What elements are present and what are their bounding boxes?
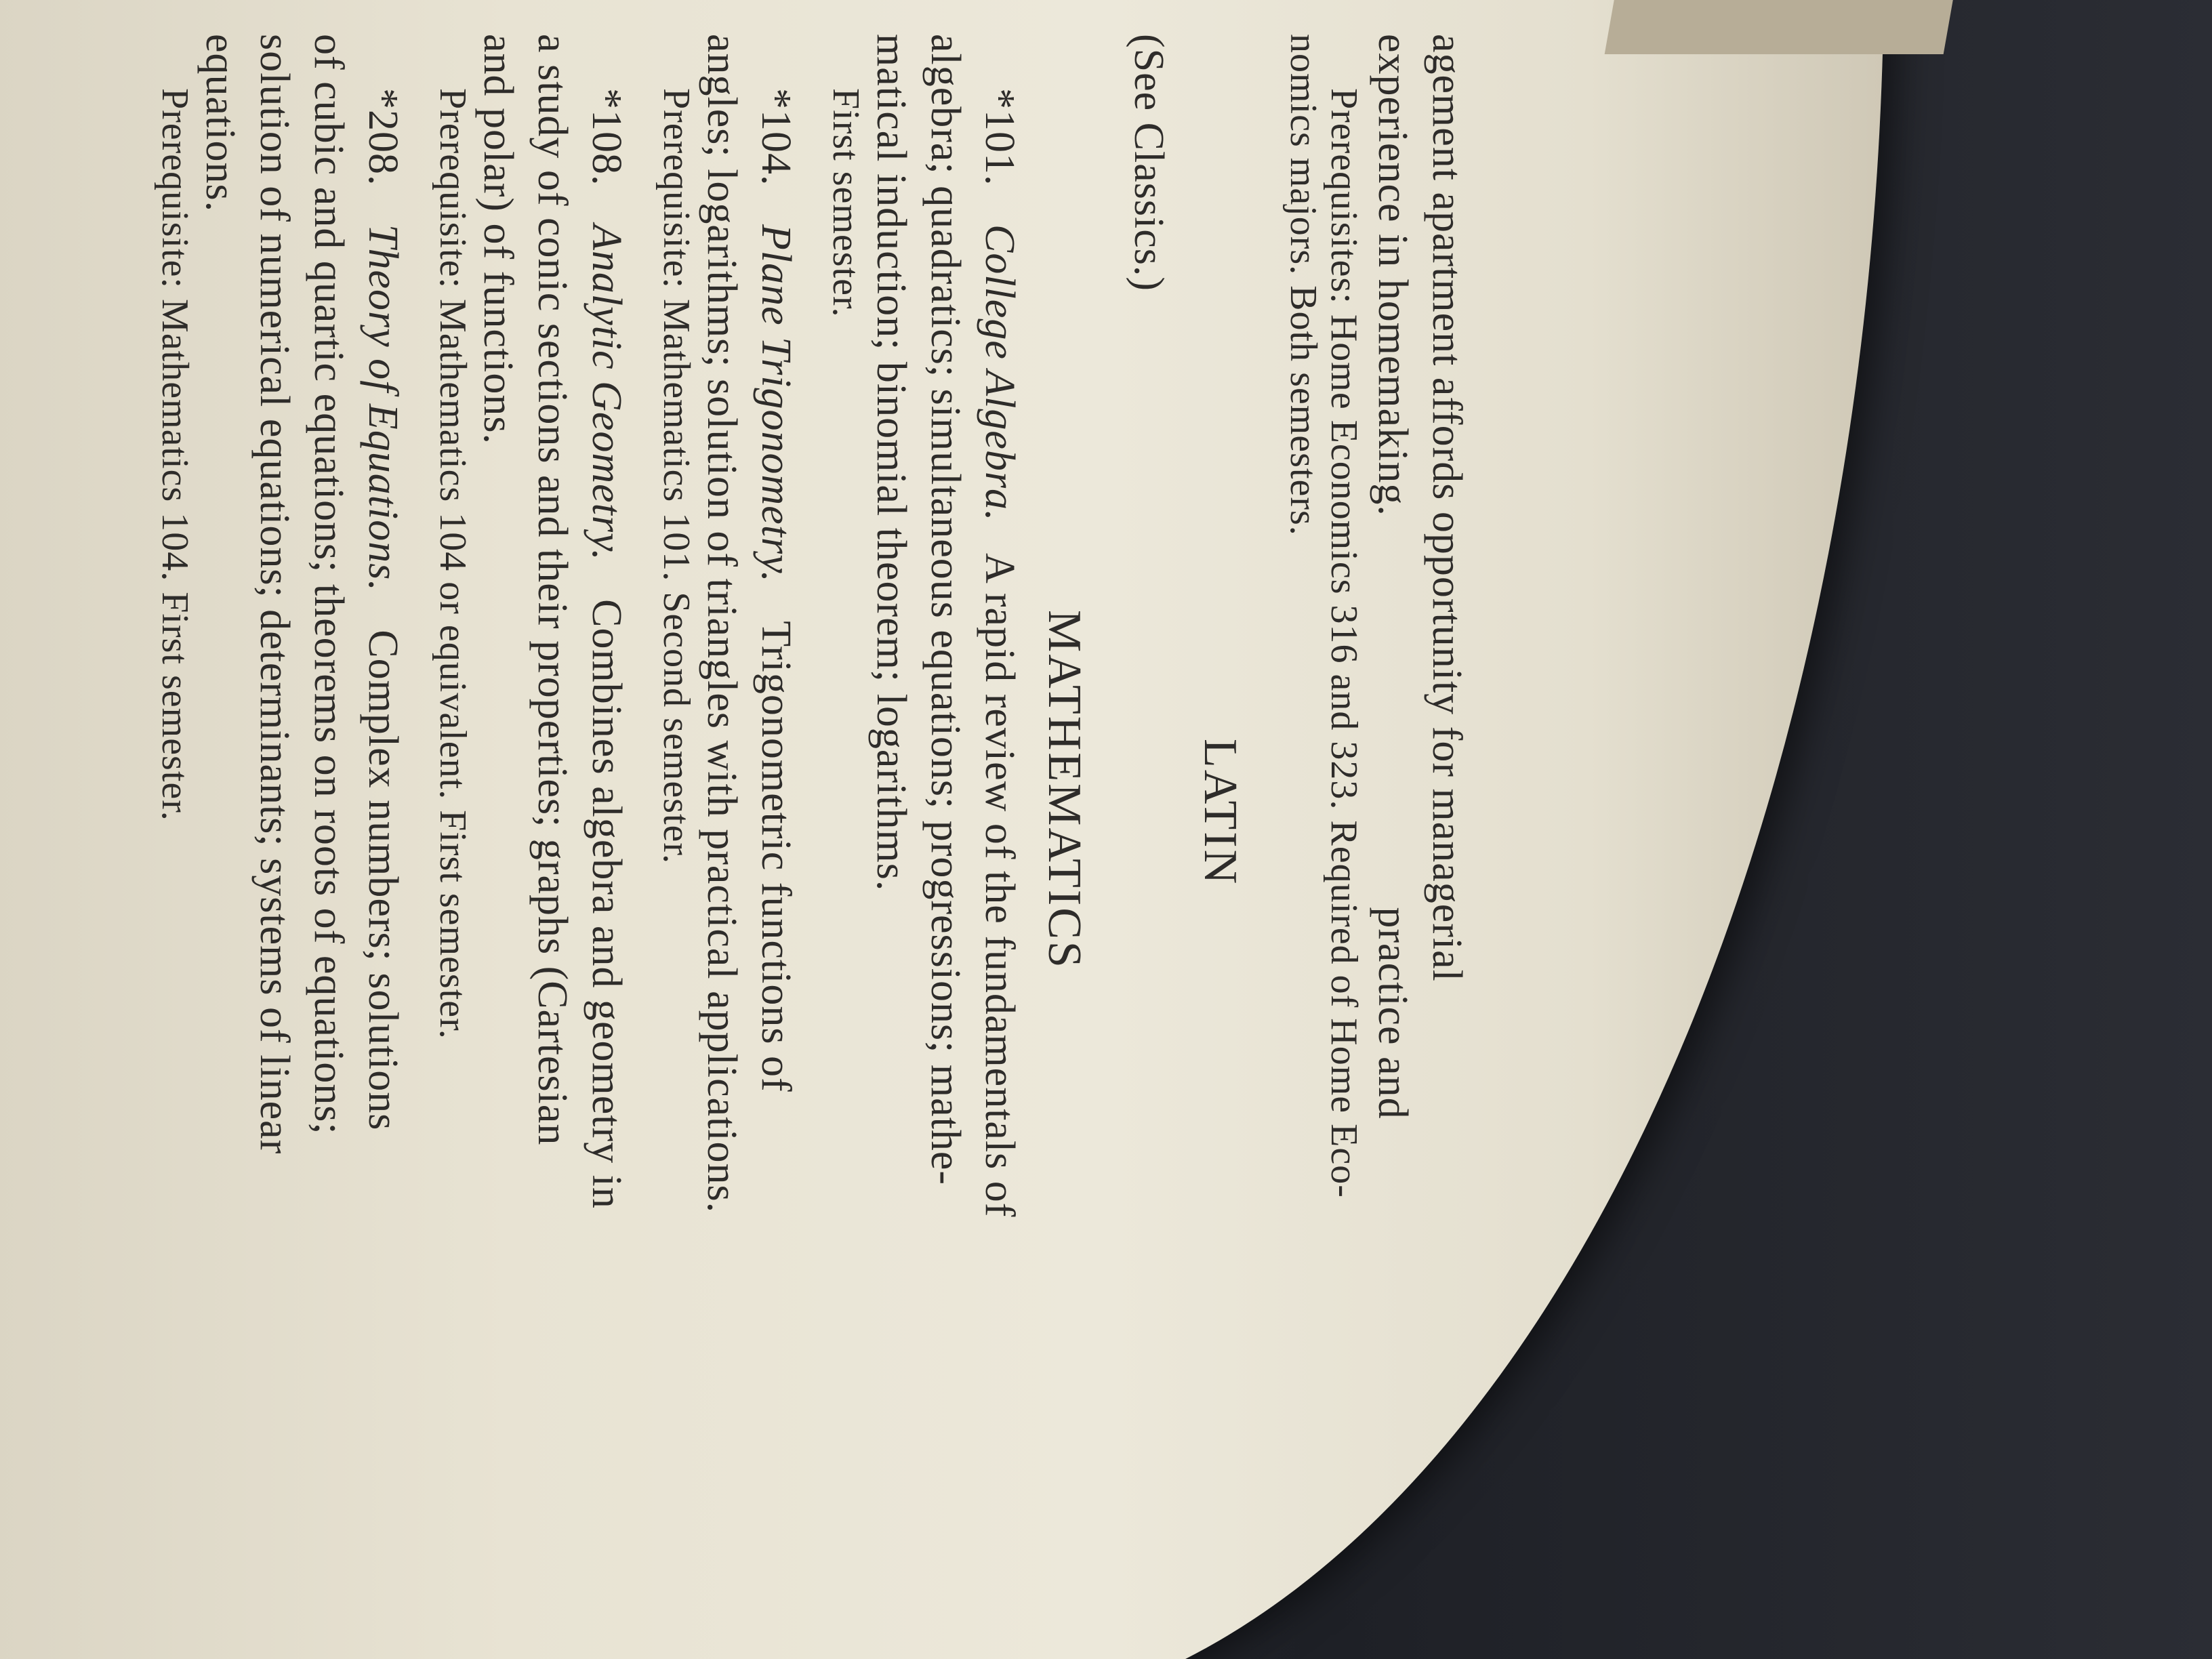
course-101-line3: matical induction; binomial theorem; logarithms.: [868, 34, 914, 892]
course-108-prereq: Prerequisite: Mathematics 104 or equivalent. First semester.: [432, 88, 474, 1040]
mathematics-heading: MATHEMATICS: [1038, 610, 1090, 970]
course-number: *208.: [360, 88, 406, 186]
course-101-prereq: First semester.: [825, 88, 867, 318]
course-104-line2: angles; logarithms; solution of triangles with practical applications.: [699, 34, 745, 1214]
course-101-line2: algebra; quadratics; simultaneous equations; progressions; mathe-: [922, 34, 968, 1185]
text-line: [1322, 88, 1366, 1198]
page-edge: [1605, 0, 1961, 54]
course-208-line3: solution of numerical equations; determinants; systems of linear: [251, 34, 298, 1155]
course-208-line4: equations.: [197, 34, 243, 213]
home-ec-line2: experience in homemaking.: [1370, 34, 1416, 516]
course-104-prereq: Prerequisite: Mathematics 101. Second semester.: [655, 88, 697, 864]
course-208-line2: of cubic and quartic equations; theorems on roots of equations;: [306, 34, 352, 1135]
course-title: Analytic Geometry.: [583, 224, 630, 561]
course-208-line1: [359, 88, 407, 1130]
course-desc: Combines algebra and geometry in: [583, 599, 630, 1209]
home-ec-line1: agement apartment affords opportunity for managerial: [1424, 34, 1470, 982]
course-desc: Complex numbers; solutions: [360, 630, 406, 1131]
course-number: *108.: [583, 88, 630, 186]
page-text: [0, 14, 1504, 1659]
home-ec-line2-tail: practice and: [1370, 907, 1416, 1120]
text-line: [1422, 34, 1471, 982]
latin-note: (See Classics.): [1126, 34, 1172, 292]
text-line: [1368, 34, 1416, 1120]
course-108-line1: [582, 88, 630, 1209]
course-desc: Trigonometric functions of: [753, 621, 799, 1092]
course-101-line1: [975, 88, 1023, 1217]
course-108-line2: a study of conic sections and their properties; graphs (Cartesian: [529, 34, 575, 1146]
course-title: College Algebra.: [977, 224, 1023, 522]
course-208-prereq: Prerequisite: Mathematics 104. First semester.: [154, 88, 196, 821]
course-104-line1: [752, 88, 800, 1092]
course-number: *101.: [977, 88, 1023, 186]
latin-heading: LATIN: [1194, 739, 1246, 886]
course-108-line3: and polar) of functions.: [475, 34, 521, 445]
text-line: [1282, 34, 1325, 536]
course-number: *104.: [753, 88, 799, 186]
course-title: Theory of Equations.: [360, 224, 406, 592]
home-ec-prereq-line2: nomics majors. Both semesters.: [1282, 34, 1324, 536]
course-desc: A rapid review of the fundamentals of: [977, 552, 1023, 1218]
course-title: Plane Trigonometry.: [753, 224, 799, 583]
home-ec-prereq-line1: Prerequisites: Home Economics 316 and 323. Required of Home Eco-: [1323, 88, 1365, 1198]
